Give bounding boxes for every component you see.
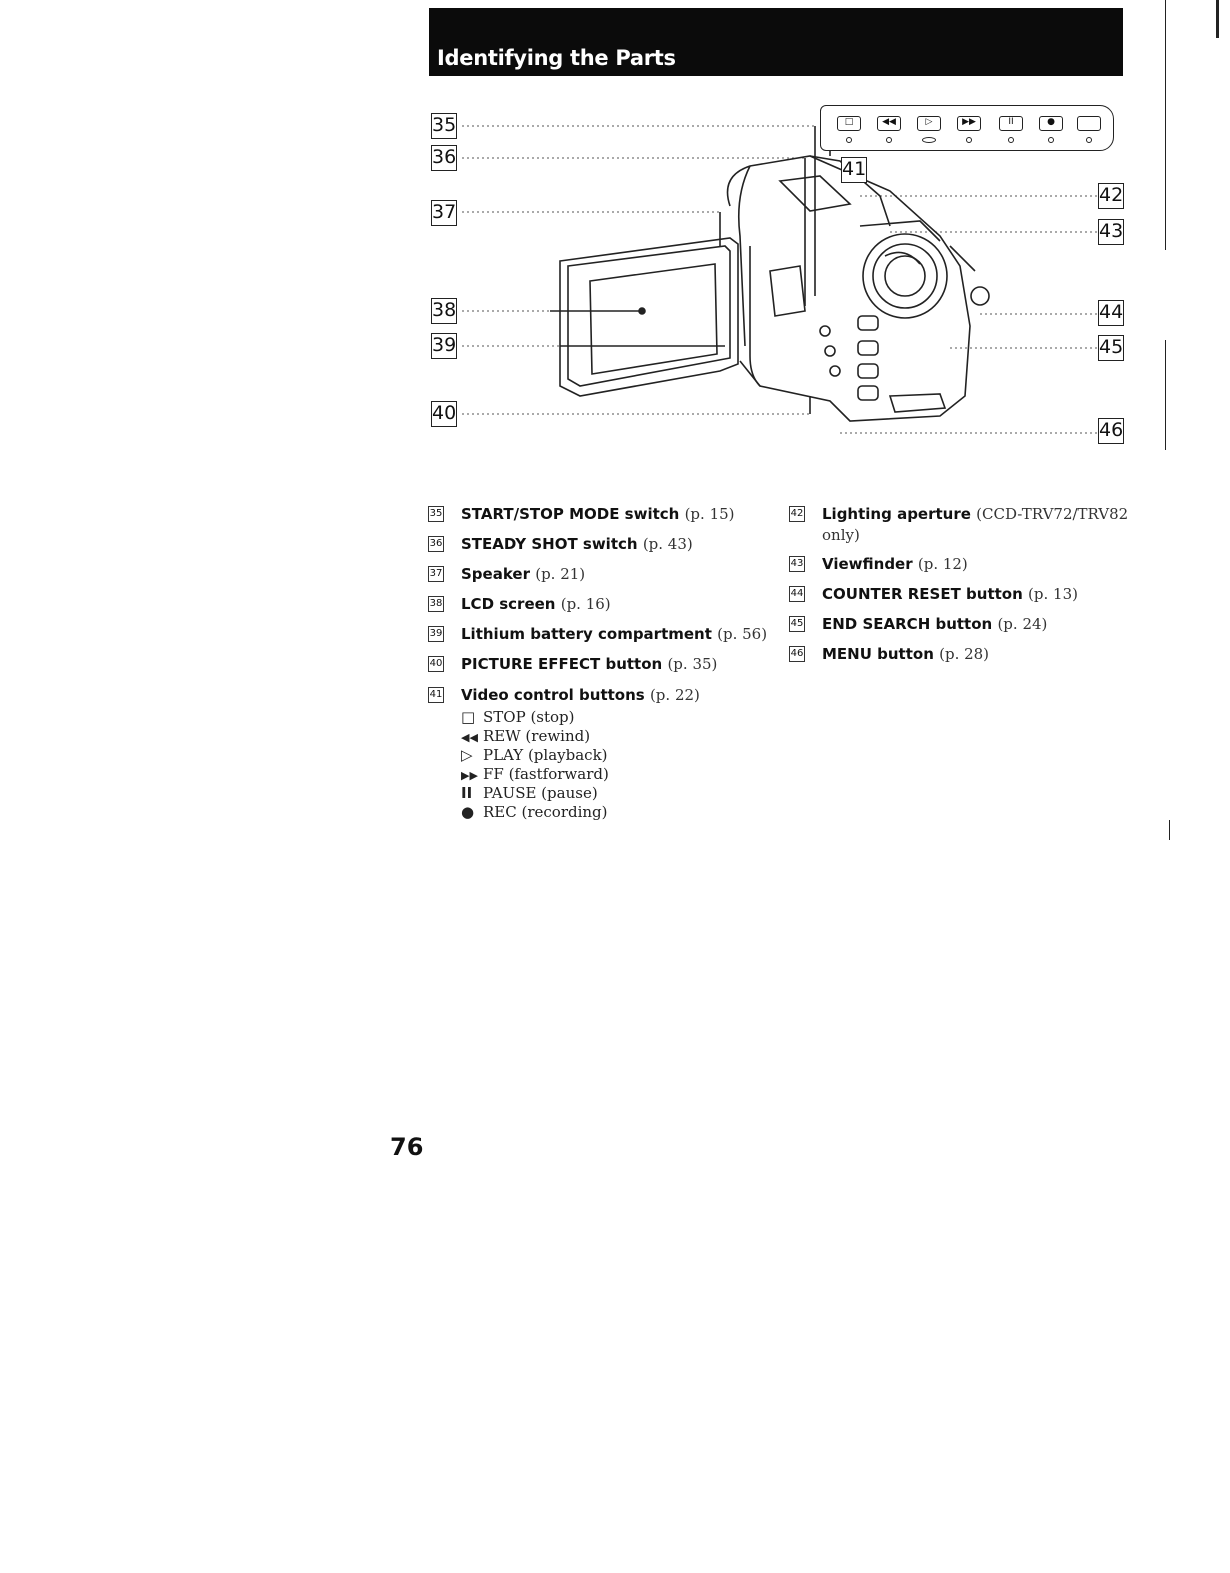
section-title: Identifying the Parts [437, 46, 676, 70]
button-dot [886, 137, 892, 143]
page-ref: (p. 56) [717, 625, 768, 643]
item-number: 43 [789, 556, 805, 572]
rewind-button-icon: ◀◀ [877, 116, 901, 131]
page-number: 76 [390, 1133, 424, 1161]
video-control-rewind [461, 727, 590, 745]
item-number: 35 [428, 506, 444, 522]
page-ref: (p. 15) [684, 505, 735, 523]
item-number: 36 [428, 536, 444, 552]
control-text: PLAY (playback) [483, 746, 608, 764]
page-ref: (p. 28) [939, 645, 990, 663]
page-ref: (p. 21) [535, 565, 586, 583]
page-ref: (p. 22) [649, 686, 700, 704]
item-label: PICTURE EFFECT button [461, 655, 663, 673]
page-ref-continuation: only) [822, 526, 860, 544]
button-dot [1048, 137, 1054, 143]
button-dot [966, 137, 972, 143]
callout-45: 45 [1098, 335, 1124, 361]
item-label: LCD screen [461, 595, 556, 613]
section-header [429, 8, 1123, 76]
page-ref: (p. 16) [560, 595, 611, 613]
callout-37: 37 [431, 200, 457, 226]
callout-40: 40 [431, 401, 457, 427]
rec-button-icon: ● [1039, 116, 1063, 131]
callout-38: 38 [431, 298, 457, 324]
video-control-rec [461, 803, 608, 821]
page-edge-mark [1165, 0, 1166, 250]
callout-46: 46 [1098, 418, 1124, 444]
button-dot [922, 137, 936, 143]
item-number: 44 [789, 586, 805, 602]
button-dot [846, 137, 852, 143]
item-number: 37 [428, 566, 444, 582]
callout-39: 39 [431, 333, 457, 359]
item-label: Video control buttons [461, 686, 645, 704]
play-button-icon: ▷ [917, 116, 941, 131]
item-label: START/STOP MODE switch [461, 505, 680, 523]
page-ref: (p. 24) [997, 615, 1048, 633]
fastforward-icon: ▶▶ [461, 769, 478, 782]
video-control-stop [461, 708, 575, 726]
item-label: Lithium battery compartment [461, 625, 712, 643]
button-dot [1008, 137, 1014, 143]
control-text: PAUSE (pause) [483, 784, 598, 802]
control-text: STOP (stop) [483, 708, 575, 726]
stop-icon: □ [461, 708, 476, 726]
blank-button-icon [1077, 116, 1101, 131]
page-edge-mark [1165, 340, 1166, 450]
item-number: 40 [428, 656, 444, 672]
rec-icon: ● [461, 803, 475, 821]
item-label: Viewfinder [822, 555, 913, 573]
item-label: Lighting aperture [822, 505, 971, 523]
item-number: 45 [789, 616, 805, 632]
pause-button-icon: II [999, 116, 1023, 131]
item-label: END SEARCH button [822, 615, 993, 633]
page-ref: (p. 13) [1028, 585, 1078, 603]
callout-36: 36 [431, 145, 457, 171]
item-label: Speaker [461, 565, 530, 583]
page-edge-mark [1169, 820, 1170, 840]
callout-43: 43 [1098, 219, 1124, 245]
page-ref: (p. 35) [667, 655, 718, 673]
video-control-play [461, 746, 608, 764]
callout-42: 42 [1098, 183, 1124, 209]
callout-41: 41 [841, 157, 867, 183]
page-ref: (p. 43) [642, 535, 693, 553]
video-control-strip [820, 105, 1114, 151]
rewind-icon: ◀◀ [461, 731, 478, 744]
play-icon: ▷ [461, 746, 473, 764]
item-number: 42 [789, 506, 805, 522]
fastforward-button-icon: ▶▶ [957, 116, 981, 131]
callout-44: 44 [1098, 300, 1124, 326]
control-text: REC (recording) [483, 803, 608, 821]
button-dot [1086, 137, 1092, 143]
control-text: FF (fastforward) [483, 765, 609, 783]
page-ref: (CCD-TRV72/TRV82 [976, 505, 1129, 523]
page-edge-mark [1216, 0, 1219, 38]
item-label: STEADY SHOT switch [461, 535, 638, 553]
item-label: MENU button [822, 645, 934, 663]
pause-icon: II [461, 784, 473, 802]
control-text: REW (rewind) [483, 727, 591, 745]
video-control-ff [461, 765, 609, 783]
item-number: 46 [789, 646, 805, 662]
stop-button-icon: □ [837, 116, 861, 131]
page-ref: (p. 12) [917, 555, 968, 573]
video-control-pause [461, 784, 598, 802]
item-number: 39 [428, 626, 444, 642]
item-label: COUNTER RESET button [822, 585, 1023, 603]
callout-35: 35 [431, 113, 457, 139]
item-number: 38 [428, 596, 444, 612]
item-number: 41 [428, 687, 444, 703]
